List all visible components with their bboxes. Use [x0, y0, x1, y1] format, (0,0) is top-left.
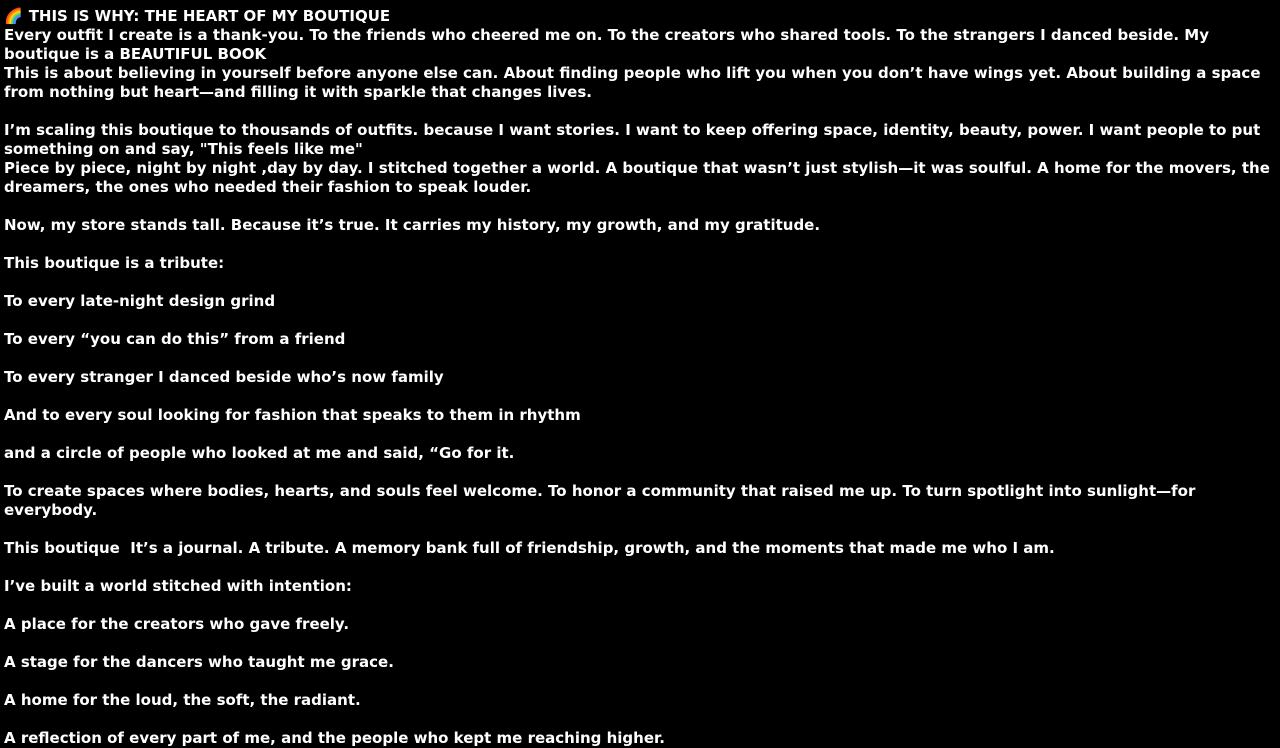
- blank-line: [4, 311, 1276, 330]
- paragraph: This boutique It’s a journal. A tribute. A memory bank full of friendship, growth, and the moments that made me who I am.: [4, 539, 1055, 557]
- paragraph: To every stranger I danced beside who’s now family: [4, 368, 444, 386]
- paragraph: A stage for the dancers who taught me grace.: [4, 653, 394, 671]
- paragraph: I’ve built a world stitched with intention:: [4, 577, 352, 595]
- paragraph-list: [4, 26, 1276, 748]
- blank-line: [4, 634, 1276, 653]
- blank-line: [4, 425, 1276, 444]
- blank-line: [4, 710, 1276, 729]
- blank-line: [4, 197, 1276, 216]
- paragraph: A reflection of every part of me, and the people who kept me reaching higher.: [4, 729, 665, 747]
- blank-line: [4, 463, 1276, 482]
- paragraph: To every “you can do this” from a friend: [4, 330, 346, 348]
- paragraph: I’m scaling this boutique to thousands of outfits. because I want stories. I want to keep offering space, identity, beauty, power. I want people to put something on and say, "This feels like me": [4, 121, 1266, 158]
- page-title: [4, 7, 1276, 26]
- paragraph: To create spaces where bodies, hearts, and souls feel welcome. To honor a community that raised me up. To turn spotlight into sunlight—for everybody.: [4, 482, 1201, 519]
- paragraph: And to every soul looking for fashion that speaks to them in rhythm: [4, 406, 581, 424]
- page-title-text: THIS IS WHY: THE HEART OF MY BOUTIQUE: [28, 7, 391, 25]
- blank-line: [4, 596, 1276, 615]
- blank-line: [4, 387, 1276, 406]
- blank-line: [4, 520, 1276, 539]
- blank-line: [4, 273, 1276, 292]
- blank-line: [4, 672, 1276, 691]
- paragraph: Every outfit I create is a thank-you. To the friends who cheered me on. To the creators who shared tools. To the strangers I danced beside. My boutique is a BEAUTIFUL BOOK: [4, 26, 1215, 63]
- paragraph: A place for the creators who gave freely.: [4, 615, 350, 633]
- blank-line: [4, 235, 1276, 254]
- rainbow-icon: 🌈: [4, 7, 23, 25]
- paragraph: A home for the loud, the soft, the radiant.: [4, 691, 361, 709]
- paragraph: This boutique is a tribute:: [4, 254, 225, 272]
- blank-line: [4, 349, 1276, 368]
- paragraph: Piece by piece, night by night ,day by day. I stitched together a world. A boutique that wasn’t just stylish—it was soulful. A home for the movers, the dreamers, the ones who needed their fashion to speak louder.: [4, 159, 1276, 196]
- paragraph: To every late-night design grind: [4, 292, 276, 310]
- paragraph: and a circle of people who looked at me and said, “Go for it.: [4, 444, 515, 462]
- blank-line: [4, 558, 1276, 577]
- paragraph: This is about believing in yourself before anyone else can. About finding people who lift you when you don’t have wings yet. About building a space from nothing but heart—and filling it with sparkle that changes lives.: [4, 64, 1266, 101]
- paragraph: Now, my store stands tall. Because it’s true. It carries my history, my growth, and my gratitude.: [4, 216, 821, 234]
- blank-line: [4, 102, 1276, 121]
